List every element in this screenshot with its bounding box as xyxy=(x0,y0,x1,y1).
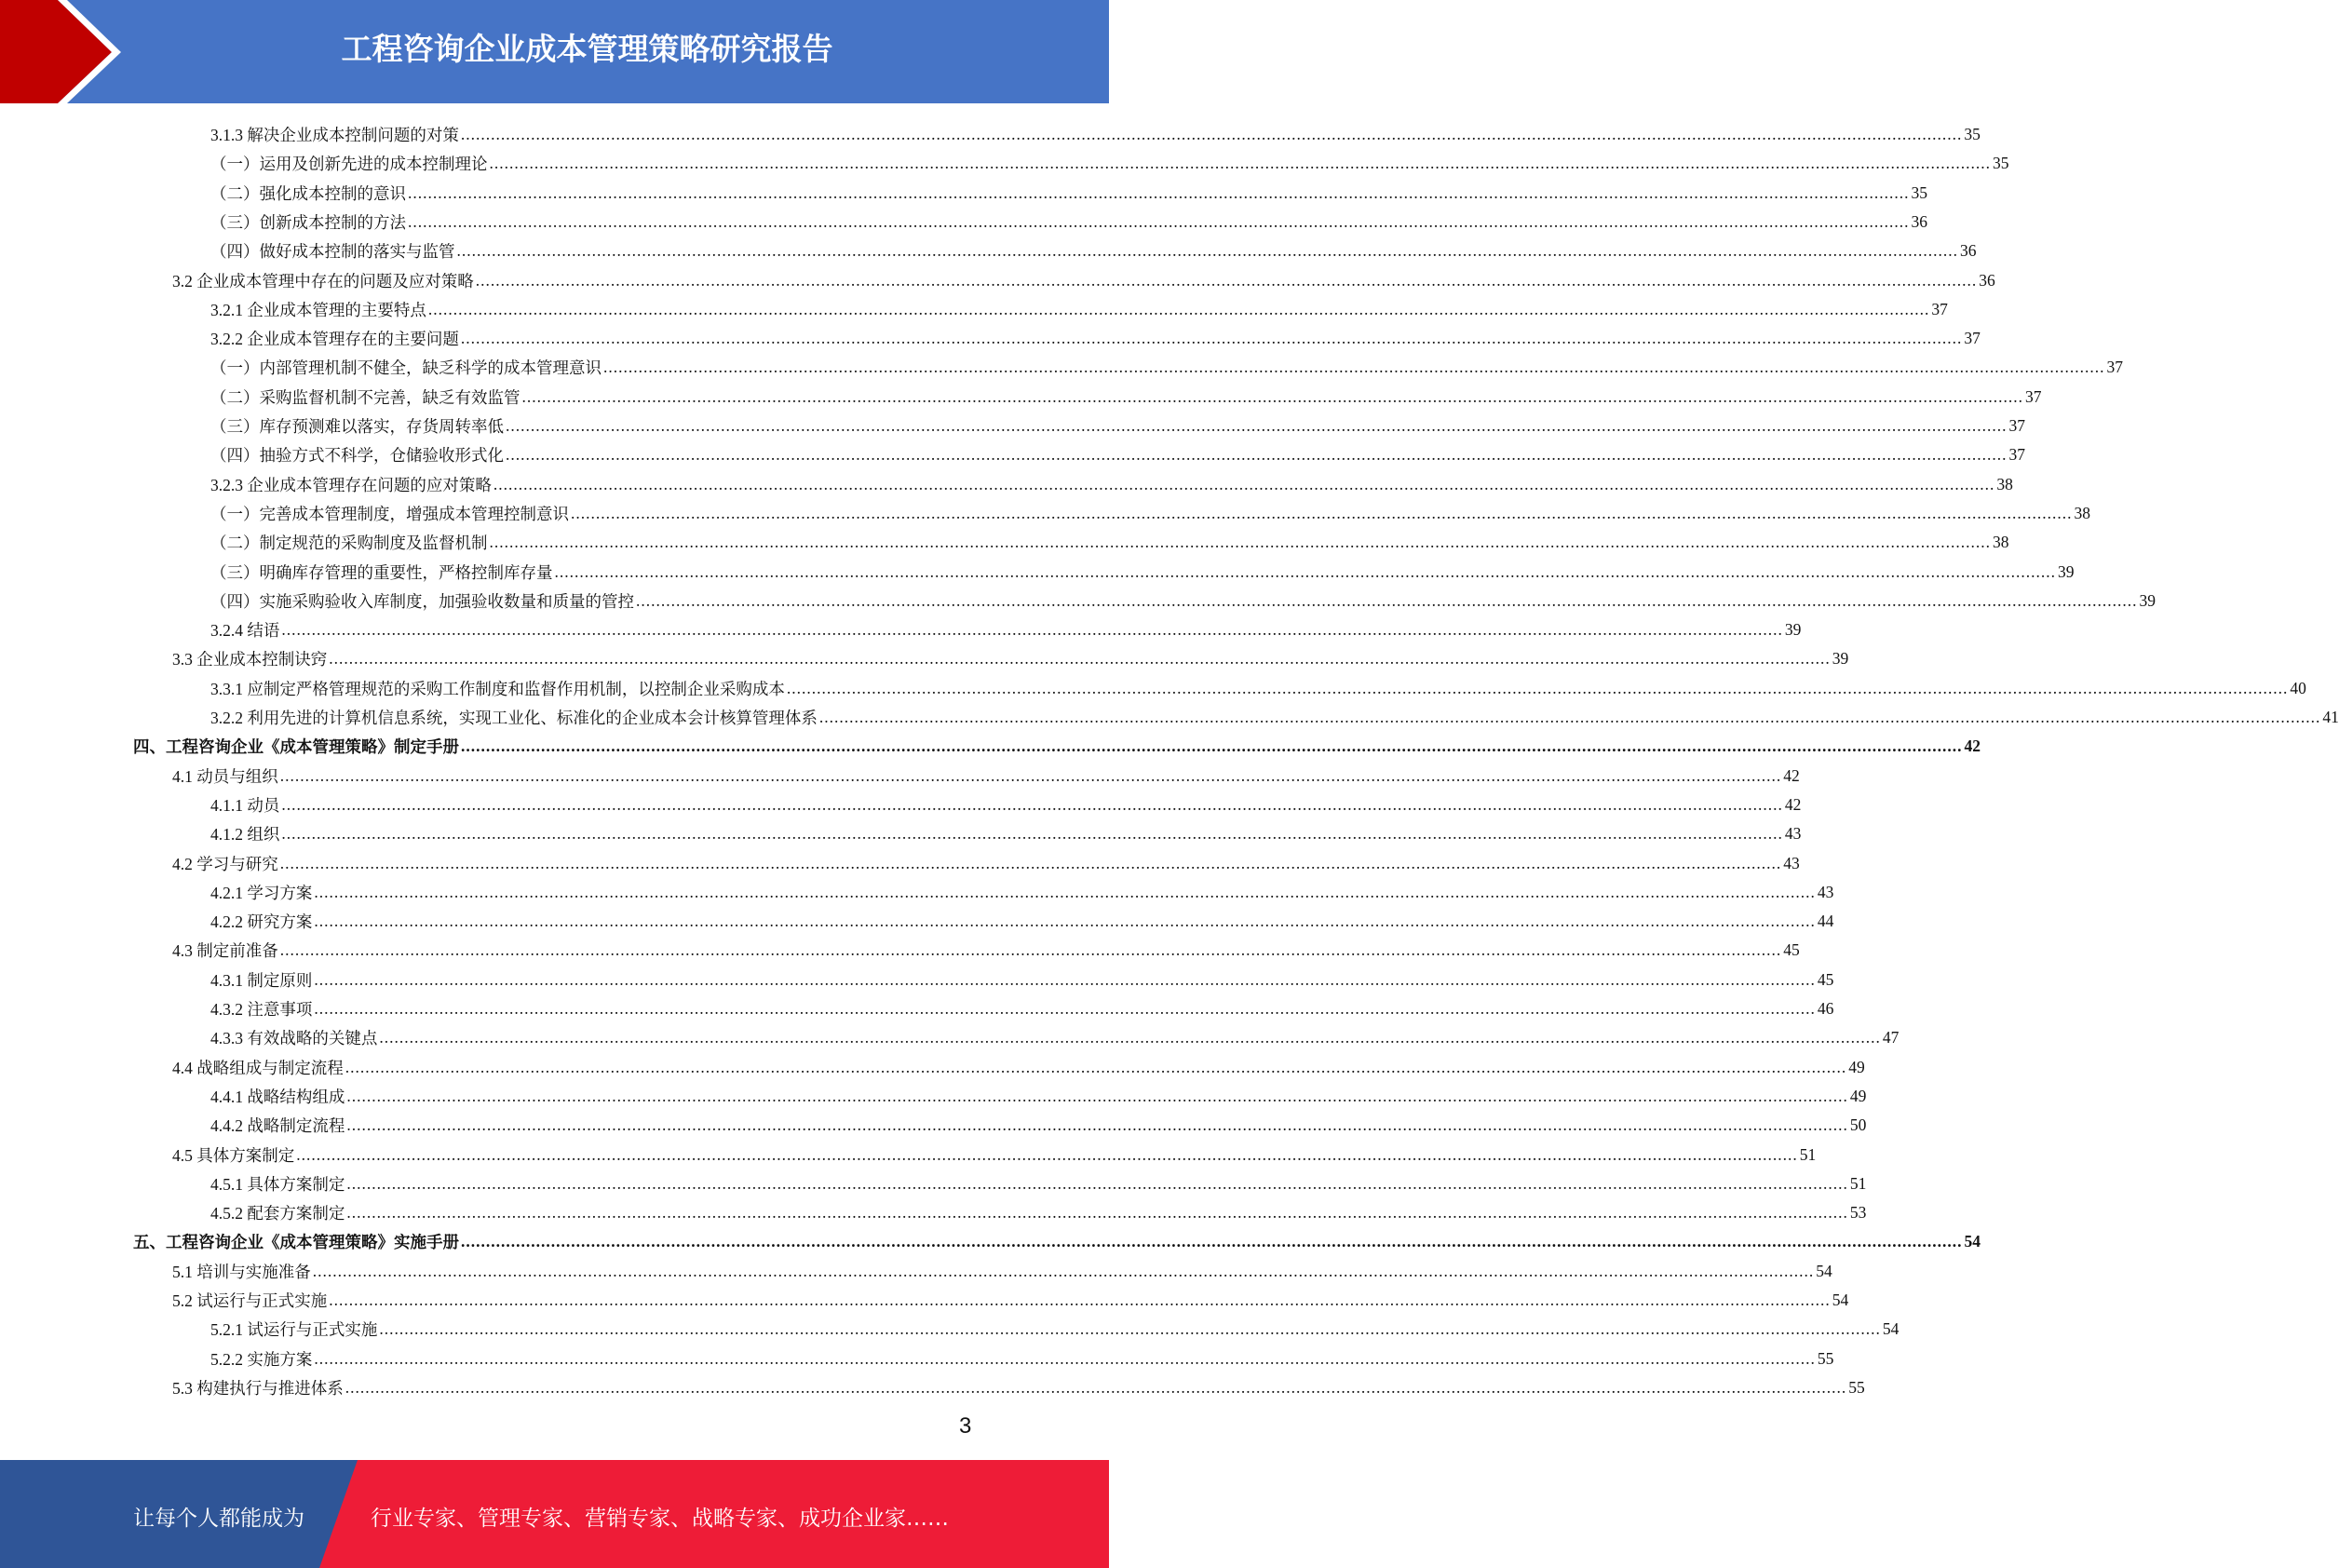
toc-entry[interactable] xyxy=(210,208,1927,237)
toc-entry-page: 42 xyxy=(1783,765,1800,785)
toc-entry-page: 37 xyxy=(2008,445,2025,465)
toc-entry-page: 51 xyxy=(1799,1144,1817,1164)
toc-entry-title: （一）运用及创新先进的成本控制理论 xyxy=(210,155,488,174)
toc-dot-leader: ............................................................................................................................................................................................................................................................................................................ xyxy=(314,912,1816,931)
toc-entry-page: 49 xyxy=(1848,1057,1865,1076)
toc-entry[interactable] xyxy=(210,179,1927,208)
toc-entry[interactable] xyxy=(210,878,1834,907)
toc-entry-page: 53 xyxy=(1849,1203,1867,1223)
toc-dot-leader: ............................................................................................................................................................................................................................................................................................................ xyxy=(379,1028,1881,1048)
toc-dot-leader: ............................................................................................................................................................................................................................................................................................................ xyxy=(379,1319,1881,1339)
toc-entry-page: 37 xyxy=(2008,416,2025,435)
toc-entry-title: （一）内部管理机制不健全，缺乏科学的成本管理意识 xyxy=(210,358,602,378)
toc-dot-leader: ............................................................................................................................................................................................................................................................................................................ xyxy=(506,416,2008,435)
toc-entry[interactable] xyxy=(210,528,2009,557)
toc-entry-title: 3.2.1 企业成本管理的主要特点 xyxy=(210,300,426,319)
toc-entry-page: 35 xyxy=(1964,125,1981,143)
toc-entry-title: 4.1 动员与组织 xyxy=(172,766,278,786)
toc-entry[interactable] xyxy=(210,587,2156,615)
toc-entry-title: 5.1 培训与实施准备 xyxy=(172,1262,311,1281)
toc-entry-title: 5.2.2 实施方案 xyxy=(210,1349,313,1369)
toc-entry-title: 4.5 具体方案制定 xyxy=(172,1145,295,1165)
toc-entry[interactable] xyxy=(172,1141,1817,1169)
toc-entry[interactable] xyxy=(210,674,2306,703)
page-number: 3 xyxy=(959,1413,972,1439)
toc-dot-leader: ............................................................................................................................................................................................................................................................................................................ xyxy=(314,969,1816,989)
toc-dot-leader: ............................................................................................................................................................................................................................................................................................................ xyxy=(461,737,1963,756)
toc-entry[interactable] xyxy=(210,1315,1900,1344)
toc-entry-page: 45 xyxy=(1817,969,1834,989)
toc-dot-leader: ............................................................................................................................................................................................................................................................................................................ xyxy=(346,1203,1848,1223)
toc-entry-title: 3.2.3 企业成本管理存在问题的应对策略 xyxy=(210,475,492,494)
toc-entry[interactable] xyxy=(172,1286,1849,1315)
toc-entry-page: 36 xyxy=(1960,241,1977,261)
toc-dot-leader: ............................................................................................................................................................................................................................................................................................................ xyxy=(408,211,1910,231)
toc-entry-title: （四）做好成本控制的落实与监管 xyxy=(210,242,455,262)
toc-entry-title: 4.2.1 学习方案 xyxy=(210,883,313,902)
toc-dot-leader: ............................................................................................................................................................................................................................................................................................................ xyxy=(296,1144,1798,1164)
toc-entry-title: 3.2.2 利用先进的计算机信息系统，实现工业化、标准化的企业成本会计核算管理体系 xyxy=(210,709,818,727)
toc-entry-page: 35 xyxy=(1993,154,2009,173)
toc-entry-page: 39 xyxy=(1784,620,1802,640)
toc-entry-page: 38 xyxy=(2074,503,2090,522)
toc-entry[interactable] xyxy=(210,324,1981,353)
toc-entry-title: （四）实施采购验收入库制度，加强验收数量和质量的管控 xyxy=(210,591,634,611)
toc-entry-title: （二）采购监督机制不完善，缺乏有效监管 xyxy=(210,387,521,407)
toc-entry-title: 3.2 企业成本管理中存在的问题及应对策略 xyxy=(172,271,474,291)
toc-entry[interactable] xyxy=(210,120,1981,149)
toc-dot-leader: ............................................................................................................................................................................................................................................................................................................ xyxy=(329,1291,1831,1309)
toc-entry[interactable] xyxy=(210,558,2075,587)
toc-dot-leader: ............................................................................................................................................................................................................................................................................................................ xyxy=(427,299,1930,318)
toc-entry-page: 38 xyxy=(1996,474,2013,493)
toc-entry[interactable] xyxy=(210,791,1802,819)
toc-dot-leader: ............................................................................................................................................................................................................................................................................................................ xyxy=(475,270,1978,290)
toc-dot-leader: ............................................................................................................................................................................................................................................................................................................ xyxy=(279,765,1782,785)
toc-entry-title: 5.2.1 试运行与正式实施 xyxy=(210,1320,378,1340)
toc-entry-page: 41 xyxy=(2322,708,2339,726)
toc-dot-leader: ............................................................................................................................................................................................................................................................................................................ xyxy=(329,649,1831,669)
toc-entry-page: 43 xyxy=(1783,853,1800,872)
toc-entry[interactable] xyxy=(210,412,2025,440)
toc-entry-title: 4.1.1 动员 xyxy=(210,795,280,815)
toc-entry-page: 39 xyxy=(2139,590,2156,610)
toc-entry[interactable] xyxy=(210,1111,1867,1140)
toc-entry-title: 4.5.2 配套方案制定 xyxy=(210,1204,345,1223)
toc-entry-page: 45 xyxy=(1783,940,1800,960)
toc-entry[interactable] xyxy=(210,615,1802,644)
toc-dot-leader: ............................................................................................................................................................................................................................................................................................................ xyxy=(346,1115,1848,1135)
toc-entry-page: 42 xyxy=(1964,737,1981,756)
toc-entry[interactable] xyxy=(210,1169,1867,1198)
toc-dot-leader: ............................................................................................................................................................................................................................................................................................................ xyxy=(346,1086,1848,1105)
toc-entry-title: 4.3.3 有效战略的关键点 xyxy=(210,1029,378,1048)
toc-entry-page: 37 xyxy=(2025,386,2042,406)
toc-entry-page: 37 xyxy=(1931,299,1948,318)
toc-entry-page: 36 xyxy=(1979,270,1995,290)
toc-entry-title: 4.3.1 制定原则 xyxy=(210,970,313,990)
toc-entry-page: 46 xyxy=(1817,999,1834,1018)
toc-entry-title: 3.1.3 解决企业成本控制问题的对策 xyxy=(210,126,459,144)
toc-entry-page: 37 xyxy=(1964,329,1981,348)
toc-entry[interactable] xyxy=(210,966,1834,994)
toc-dot-leader: ............................................................................................................................................................................................................................................................................................................ xyxy=(460,329,1963,348)
toc-entry-page: 44 xyxy=(1817,912,1834,931)
toc-entry[interactable] xyxy=(172,1373,1865,1402)
toc-entry[interactable] xyxy=(133,732,1981,761)
toc-entry[interactable] xyxy=(133,1227,1981,1256)
toc-dot-leader: ............................................................................................................................................................................................................................................................................................................ xyxy=(460,125,1963,143)
toc-dot-leader: ............................................................................................................................................................................................................................................................................................................ xyxy=(312,1261,1815,1280)
toc-dot-leader: ............................................................................................................................................................................................................................................................................................................ xyxy=(456,241,1958,261)
toc-entry-title: 4.5.1 具体方案制定 xyxy=(210,1174,345,1194)
toc-entry-page: 49 xyxy=(1849,1086,1867,1105)
toc-entry[interactable] xyxy=(210,353,2123,382)
toc-entry[interactable] xyxy=(172,1257,1832,1286)
toc-entry-title: 5.2 试运行与正式实施 xyxy=(172,1291,328,1310)
toc-dot-leader: ............................................................................................................................................................................................................................................................................................................ xyxy=(408,182,1910,202)
toc-entry-title: 4.4.1 战略结构组成 xyxy=(210,1087,345,1106)
toc-dot-leader: ............................................................................................................................................................................................................................................................................................................ xyxy=(493,474,1995,493)
toc-dot-leader: ............................................................................................................................................................................................................................................................................................................ xyxy=(786,678,2289,697)
toc-entry-page: 47 xyxy=(1882,1028,1900,1048)
toc-entry-title: （一）完善成本管理制度，增强成本管理控制意识 xyxy=(210,504,569,523)
footer-slogan-right: 行业专家、管理专家、营销专家、战略专家、成功企业家…… xyxy=(371,1507,949,1531)
toc-dot-leader: ............................................................................................................................................................................................................................................................................................................ xyxy=(281,794,1783,814)
toc-entry-title: （二）制定规范的采购制度及监督机制 xyxy=(210,534,488,553)
toc-entry-page: 40 xyxy=(2290,678,2306,697)
toc-dot-leader: ............................................................................................................................................................................................................................................................................................................ xyxy=(281,824,1783,844)
toc-dot-leader: ............................................................................................................................................................................................................................................................................................................ xyxy=(506,445,2008,465)
toc-entry[interactable] xyxy=(210,470,2013,499)
toc-entry-title: （三）创新成本控制的方法 xyxy=(210,212,406,232)
toc-dot-leader: ............................................................................................................................................................................................................................................................................................................ xyxy=(636,590,2138,610)
toc-entry-page: 54 xyxy=(1832,1291,1849,1309)
report-title: 工程咨询企业成本管理策略研究报告 xyxy=(341,31,833,67)
toc-entry[interactable] xyxy=(210,819,1802,848)
toc-entry[interactable] xyxy=(172,849,1800,878)
toc-dot-leader: ............................................................................................................................................................................................................................................................................................................ xyxy=(521,386,2023,406)
toc-entry[interactable] xyxy=(210,907,1834,936)
toc-dot-leader: ............................................................................................................................................................................................................................................................................................................ xyxy=(314,999,1816,1018)
toc-entry[interactable] xyxy=(210,383,2042,412)
toc-entry-title: 3.3 企业成本控制诀窍 xyxy=(172,650,328,669)
toc-entry[interactable] xyxy=(172,936,1800,965)
toc-entry[interactable] xyxy=(172,762,1800,791)
toc-entry-page: 50 xyxy=(1849,1115,1867,1135)
toc-entry-title: 4.3.2 注意事项 xyxy=(210,1000,313,1019)
toc-entry-page: 54 xyxy=(1964,1232,1981,1251)
toc-entry[interactable] xyxy=(210,237,1977,265)
toc-entry-title: （三）明确库存管理的重要性，严格控制库存量 xyxy=(210,562,553,582)
toc-entry-title: 4.2.2 研究方案 xyxy=(210,912,313,932)
toc-entry-page: 55 xyxy=(1817,1348,1834,1368)
toc-dot-leader: ............................................................................................................................................................................................................................................................................................................ xyxy=(314,1348,1816,1368)
toc-dot-leader: ............................................................................................................................................................................................................................................................................................................ xyxy=(346,1173,1848,1193)
toc-entry-title: （三）库存预测难以落实，存货周转率低 xyxy=(210,417,504,436)
toc-dot-leader: ............................................................................................................................................................................................................................................................................................................ xyxy=(554,561,2056,581)
toc-entry[interactable] xyxy=(210,994,1834,1023)
footer-slogan-left: 让每个人都能成为 xyxy=(133,1507,304,1531)
toc-dot-leader: ............................................................................................................................................................................................................................................................................................................ xyxy=(279,853,1782,872)
toc-entry-title: （四）抽验方式不科学，仓储验收形式化 xyxy=(210,446,504,466)
toc-entry-title: 4.1.2 组织 xyxy=(210,825,280,845)
toc-entry-title: 5.3 构建执行与推进体系 xyxy=(172,1378,344,1398)
toc-entry[interactable] xyxy=(210,1345,1834,1373)
toc-dot-leader: ............................................................................................................................................................................................................................................................................................................ xyxy=(279,940,1782,960)
toc-dot-leader: ............................................................................................................................................................................................................................................................................................................ xyxy=(314,882,1816,901)
toc-entry-title: 4.4 战略组成与制定流程 xyxy=(172,1058,344,1077)
toc-dot-leader: ............................................................................................................................................................................................................................................................................................................ xyxy=(818,708,2321,726)
toc-entry[interactable] xyxy=(172,644,1849,673)
toc-entry-page: 38 xyxy=(1993,533,2009,552)
page-header xyxy=(0,0,1109,103)
toc-dot-leader: ............................................................................................................................................................................................................................................................................................................ xyxy=(571,503,2073,522)
toc-entry-title: （二）强化成本控制的意识 xyxy=(210,183,406,203)
toc-entry-title: 3.2.2 企业成本管理存在的主要问题 xyxy=(210,330,459,349)
toc-entry[interactable] xyxy=(210,1198,1867,1227)
toc-entry[interactable] xyxy=(172,266,1995,295)
toc-entry-title: 4.3 制定前准备 xyxy=(172,941,278,961)
toc-entry-page: 37 xyxy=(2106,358,2123,377)
toc-dot-leader: ............................................................................................................................................................................................................................................................................................................ xyxy=(603,358,2105,377)
toc-entry-title: 4.4.2 战略制定流程 xyxy=(210,1116,345,1136)
toc-entry-title: 五、工程咨询企业《成本管理策略》实施手册 xyxy=(133,1233,459,1252)
toc-entry[interactable] xyxy=(210,440,2025,469)
toc-dot-leader: ............................................................................................................................................................................................................................................................................................................ xyxy=(461,1232,1963,1251)
toc-entry-page: 35 xyxy=(1911,182,1927,202)
toc-entry[interactable] xyxy=(210,149,2009,178)
toc-entry-page: 54 xyxy=(1882,1319,1900,1339)
toc-entry-page: 42 xyxy=(1784,794,1802,814)
toc-dot-leader: ............................................................................................................................................................................................................................................................................................................ xyxy=(489,533,1991,552)
toc-dot-leader: ............................................................................................................................................................................................................................................................................................................ xyxy=(281,620,1783,640)
toc-entry-page: 36 xyxy=(1911,211,1927,231)
toc-entry-title: 4.2 学习与研究 xyxy=(172,854,278,873)
toc-entry-page: 55 xyxy=(1848,1377,1865,1397)
toc-entry[interactable] xyxy=(210,703,2339,732)
toc-dot-leader: ............................................................................................................................................................................................................................................................................................................ xyxy=(345,1377,1847,1397)
toc-entry[interactable] xyxy=(210,295,1948,324)
toc-entry-page: 39 xyxy=(1832,649,1849,669)
toc-entry[interactable] xyxy=(172,1053,1865,1082)
toc-entry-title: 3.2.4 结语 xyxy=(210,621,280,641)
toc-entry-page: 39 xyxy=(2058,561,2075,581)
toc-entry[interactable] xyxy=(210,1082,1867,1111)
toc-dot-leader: ............................................................................................................................................................................................................................................................................................................ xyxy=(489,154,1991,173)
toc-entry-page: 43 xyxy=(1784,824,1802,844)
toc-entry-page: 54 xyxy=(1816,1261,1832,1280)
toc-dot-leader: ............................................................................................................................................................................................................................................................................................................ xyxy=(345,1057,1847,1076)
toc-entry-title: 3.3.1 应制定严格管理规范的采购工作制度和监督作用机制，以控制企业采购成本 xyxy=(210,679,785,698)
toc-entry-title: 四、工程咨询企业《成本管理策略》制定手册 xyxy=(133,737,459,757)
toc-entry[interactable] xyxy=(210,1023,1900,1052)
toc-entry-page: 51 xyxy=(1849,1173,1867,1193)
toc-entry[interactable] xyxy=(210,499,2090,528)
toc-entry-page: 43 xyxy=(1817,882,1834,901)
